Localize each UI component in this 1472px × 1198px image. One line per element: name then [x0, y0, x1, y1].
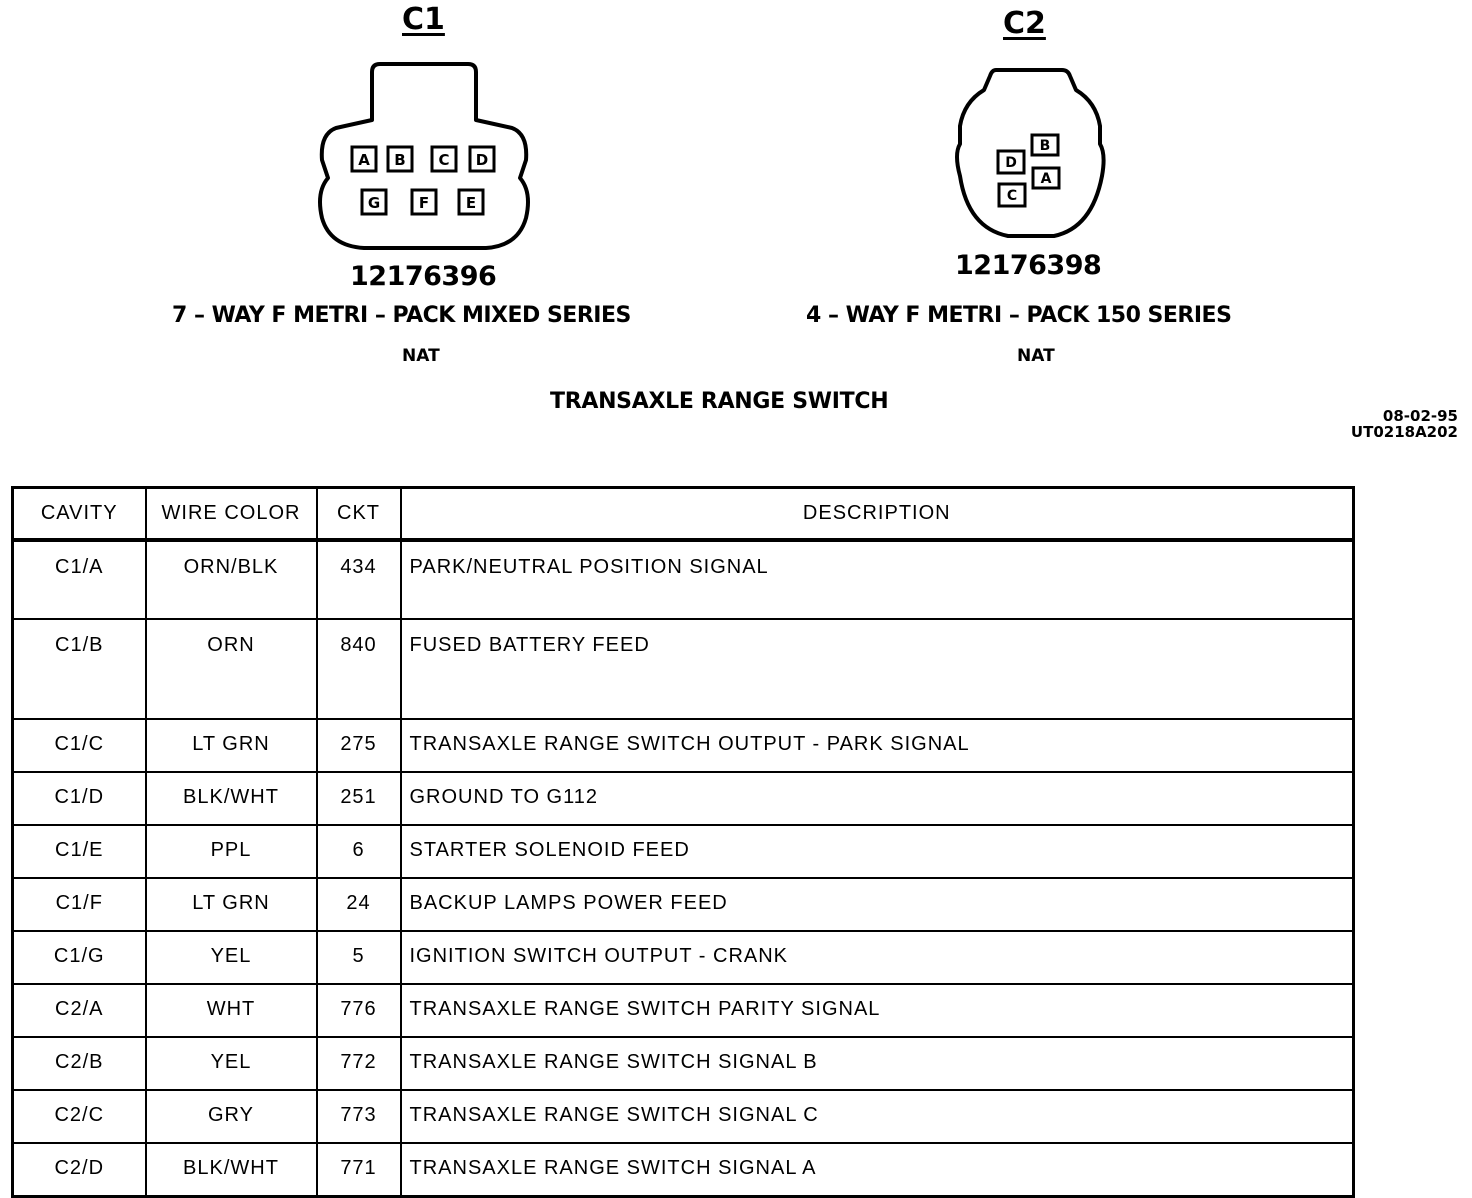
cell-cavity: C1/G [13, 931, 146, 984]
c1-cavity-a-label: A [358, 151, 370, 169]
c1-cavity-c-label: C [438, 151, 450, 169]
cell-cavity: C1/A [13, 540, 146, 619]
cell-description: TRANSAXLE RANGE SWITCH SIGNAL C [401, 1090, 1354, 1143]
c1-cavity-b-label: B [394, 151, 406, 169]
cell-cavity: C1/B [13, 619, 146, 719]
table-row [13, 931, 1354, 984]
c1-series: 7 – WAY F METRI – PACK MIXED SERIES [172, 303, 631, 328]
cell-ckt: 772 [317, 1037, 401, 1090]
cell-description: IGNITION SWITCH OUTPUT - CRANK [401, 931, 1354, 984]
c2-label: C2 [1003, 6, 1046, 41]
header-cavity: CAVITY [13, 488, 146, 541]
table-row [13, 878, 1354, 931]
c2-cavity-c-label: C [1006, 188, 1018, 204]
table-row [13, 1037, 1354, 1090]
cell-cavity: C1/C [13, 719, 146, 772]
c2-cavity-d-label: D [1005, 155, 1017, 171]
c1-connector-face [300, 60, 550, 255]
cell-cavity: C1/F [13, 878, 146, 931]
table-row [13, 719, 1354, 772]
cell-description: TRANSAXLE RANGE SWITCH SIGNAL B [401, 1037, 1354, 1090]
reference-block [1351, 408, 1458, 440]
c2-cavity-b [1032, 135, 1058, 155]
c1-cavity-b [388, 147, 412, 171]
c1-cavity-f [412, 190, 436, 214]
header-description: DESCRIPTION [401, 488, 1354, 541]
cell-ckt: 773 [317, 1090, 401, 1143]
cell-ckt: 251 [317, 772, 401, 825]
header-ckt: CKT [317, 488, 401, 541]
c1-cavity-c [432, 147, 456, 171]
c1-part-number: 12176396 [350, 261, 497, 292]
cell-ckt: 434 [317, 540, 401, 619]
cell-wire-color: PPL [146, 825, 317, 878]
cell-ckt: 771 [317, 1143, 401, 1197]
cell-description: TRANSAXLE RANGE SWITCH OUTPUT - PARK SIGNAL [401, 719, 1354, 772]
c1-cavity-a [352, 147, 376, 171]
table-row [13, 619, 1354, 719]
c1-cavity-d-label: D [475, 151, 489, 169]
cell-cavity: C2/B [13, 1037, 146, 1090]
c2-cavity-b-label: B [1039, 138, 1051, 154]
header-wire-color: WIRE COLOR [146, 488, 317, 541]
c2-connector-face [950, 64, 1110, 244]
cell-wire-color: GRY [146, 1090, 317, 1143]
table-row [13, 984, 1354, 1037]
c1-cavity-e [459, 190, 483, 214]
cell-wire-color: WHT [146, 984, 317, 1037]
cell-cavity: C1/E [13, 825, 146, 878]
c1-cavity-g-label: G [367, 194, 381, 212]
cell-ckt: 6 [317, 825, 401, 878]
c2-cavity-a-label: A [1040, 171, 1052, 187]
cell-ckt: 24 [317, 878, 401, 931]
cell-description: GROUND TO G112 [401, 772, 1354, 825]
cell-ckt: 840 [317, 619, 401, 719]
cell-description: TRANSAXLE RANGE SWITCH SIGNAL A [401, 1143, 1354, 1197]
table-row [13, 540, 1354, 619]
reference-code: UT0218A202 [1350, 423, 1458, 441]
cell-cavity: C2/D [13, 1143, 146, 1197]
c2-cavity-d [998, 151, 1024, 173]
cell-ckt: 275 [317, 719, 401, 772]
c2-series: 4 – WAY F METRI – PACK 150 SERIES [806, 303, 1232, 328]
cell-description: PARK/NEUTRAL POSITION SIGNAL [401, 540, 1354, 619]
reference-date: 08-02-95 [1382, 407, 1458, 425]
c1-label: C1 [402, 2, 445, 37]
cell-description: STARTER SOLENOID FEED [401, 825, 1354, 878]
c2-cavity-c [999, 184, 1025, 206]
c1-cavity-d [470, 147, 494, 171]
c2-connector-outline [957, 70, 1104, 236]
cell-wire-color: LT GRN [146, 719, 317, 772]
c1-cavity-f-label: F [418, 194, 430, 212]
cell-description: FUSED BATTERY FEED [401, 619, 1354, 719]
cell-ckt: 776 [317, 984, 401, 1037]
table-header-row [13, 488, 1354, 541]
cell-description: TRANSAXLE RANGE SWITCH PARITY SIGNAL [401, 984, 1354, 1037]
cell-cavity: C2/C [13, 1090, 146, 1143]
table-row [13, 825, 1354, 878]
cell-ckt: 5 [317, 931, 401, 984]
diagram-title: TRANSAXLE RANGE SWITCH [550, 389, 889, 414]
cell-wire-color: LT GRN [146, 878, 317, 931]
pinout-table [11, 486, 1355, 1198]
cell-wire-color: YEL [146, 931, 317, 984]
cell-wire-color: ORN [146, 619, 317, 719]
c2-cavity-a [1033, 168, 1059, 188]
cell-wire-color: ORN/BLK [146, 540, 317, 619]
c2-part-number: 12176398 [955, 250, 1102, 281]
cell-cavity: C1/D [13, 772, 146, 825]
c2-color: NAT [1017, 346, 1055, 366]
table-row [13, 1090, 1354, 1143]
cell-wire-color: BLK/WHT [146, 772, 317, 825]
c1-color: NAT [402, 346, 440, 366]
table-row [13, 772, 1354, 825]
c1-cavity-e-label: E [465, 194, 477, 212]
cell-cavity: C2/A [13, 984, 146, 1037]
cell-wire-color: BLK/WHT [146, 1143, 317, 1197]
cell-description: BACKUP LAMPS POWER FEED [401, 878, 1354, 931]
c1-cavity-g [362, 190, 386, 214]
cell-wire-color: YEL [146, 1037, 317, 1090]
table-row [13, 1143, 1354, 1197]
